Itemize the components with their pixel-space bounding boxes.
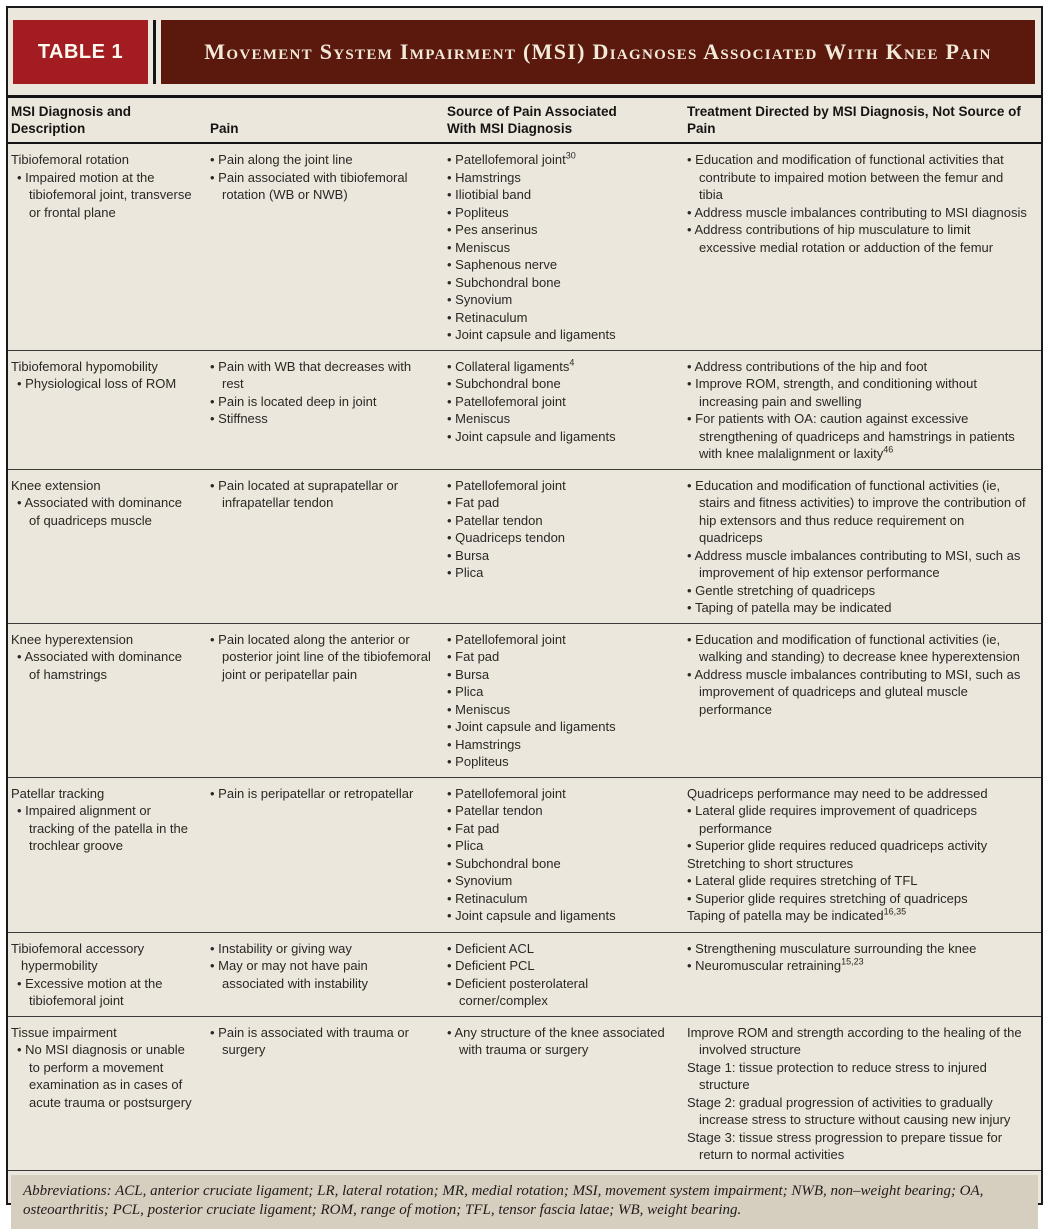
bullet-icon: • [687, 582, 696, 598]
bullet-icon: • [447, 292, 456, 307]
bullet-icon: • [17, 649, 25, 664]
diagnosis-title: Tissue impairment [11, 1024, 117, 1040]
reference-superscript: 4 [569, 357, 575, 368]
treatment-item: Stage 2: gradual progression of activities to gradually increase stress to structure without causing new injury [687, 1094, 1011, 1127]
bullet-icon: • [447, 820, 456, 836]
source-cell [447, 351, 687, 469]
source-bullet: • Quadriceps tendon [447, 530, 566, 545]
treatment-item: • Improve ROM, strength, and conditioning without increasing pain and swelling [687, 376, 977, 409]
bullet-icon: • [210, 785, 219, 801]
table-page [6, 6, 1043, 1218]
bullet-icon: • [210, 958, 219, 973]
bullet-icon: • [447, 152, 456, 167]
treatment-cell [687, 351, 1041, 469]
bullet-icon: • [447, 309, 456, 325]
treatment-cell [687, 470, 1041, 623]
bullet-icon: • [447, 958, 456, 973]
treatment-item: • Address contributions of the hip and foot [687, 358, 928, 374]
source-bullet: • Joint capsule and ligaments [447, 908, 616, 923]
bullet-icon: • [447, 547, 456, 563]
msi-diagnosis-cell [11, 778, 210, 932]
source-bullet: • Patellofemoral joint [447, 477, 566, 493]
pain-bullet: • Pain located at suprapatellar or infrapatellar tendon [210, 477, 399, 510]
source-bullet: • Joint capsule and ligaments [447, 327, 616, 342]
source-bullet: • Collateral ligaments$^4$ [447, 357, 575, 374]
bullet-icon: • [687, 411, 696, 426]
bullet-icon: • [447, 204, 456, 220]
source-bullet: • Bursa [447, 547, 490, 563]
source-bullet: • Patellar tendon [447, 803, 543, 818]
source-bullet: • Iliotibial band [447, 187, 532, 202]
source-bullet: • Joint capsule and ligaments [447, 719, 616, 734]
treatment-cell [687, 933, 1041, 1016]
column-header-treatment [687, 104, 1041, 137]
source-bullet: • Patellofemoral joint [447, 785, 566, 801]
source-bullet: • Subchondral bone [447, 376, 561, 391]
bullet-icon: • [687, 358, 695, 374]
msi-diagnosis-cell [11, 144, 210, 350]
bullet-icon: • [17, 975, 26, 991]
diagnosis-bullet: • Impaired alignment or tracking of the patella in the trochlear groove [17, 803, 188, 853]
bullet-icon: • [447, 222, 456, 237]
column-header-line: Pain [210, 120, 239, 136]
treatment-cell [687, 144, 1041, 350]
treatment-item: • Address muscle imbalances contributing to MSI diagnosis [687, 204, 1027, 220]
bullet-icon: • [447, 873, 456, 888]
source-cell [447, 144, 687, 350]
bullet-icon: • [210, 393, 219, 409]
bullet-icon: • [447, 838, 456, 853]
bullet-icon: • [447, 785, 456, 801]
treatment-cell [687, 1017, 1041, 1170]
pain-cell [210, 351, 447, 469]
reference-superscript: 46 [883, 444, 894, 455]
msi-diagnosis-cell [11, 933, 210, 1016]
source-bullet: • Meniscus [447, 701, 511, 717]
bullet-icon: • [210, 169, 219, 185]
pain-cell [210, 778, 447, 932]
bullet-icon: • [687, 958, 696, 973]
bullet-icon: • [17, 376, 26, 391]
pain-bullet: • Pain located along the anterior or posterior joint line of the tibiofemoral joint or peripatellar pain [210, 631, 431, 682]
treatment-item: • Superior glide requires reduced quadriceps activity [687, 838, 988, 853]
bullet-icon: • [687, 152, 696, 167]
bullet-icon: • [210, 411, 219, 426]
bullet-icon: • [447, 719, 456, 734]
bullet-icon: • [687, 547, 695, 563]
diagnosis-title: Tibiofemoral rotation [11, 152, 130, 167]
bullet-icon: • [687, 666, 695, 682]
source-bullet: • Popliteus [447, 754, 509, 769]
msi-diagnosis-cell [11, 470, 210, 623]
pain-bullet: • Instability or giving way [210, 940, 352, 956]
treatment-item: • Superior glide requires stretching of quadriceps [687, 890, 968, 906]
source-bullet: • Meniscus [447, 239, 511, 255]
bullet-icon: • [210, 477, 219, 493]
source-bullet: • Plica [447, 565, 484, 580]
bullet-icon: • [447, 701, 456, 717]
bullet-icon: • [447, 754, 456, 769]
source-bullet: • Meniscus [447, 411, 511, 426]
pain-cell [210, 933, 447, 1016]
table-row [8, 1017, 1041, 1171]
source-cell [447, 470, 687, 623]
column-header-line: MSI Diagnosis and [11, 104, 132, 119]
bullet-icon: • [17, 169, 26, 185]
column-header-line: Source of Pain Associated [447, 104, 617, 119]
bullet-icon: • [210, 152, 219, 167]
source-bullet: • Patellar tendon [447, 512, 543, 528]
source-bullet: • Patellofemoral joint [447, 631, 566, 647]
bullet-icon: • [687, 631, 696, 647]
diagnosis-bullet: • Physiological loss of ROM [17, 376, 177, 391]
source-bullet: • Any structure of the knee associated with trauma or surgery [447, 1024, 665, 1057]
bullet-icon: • [447, 530, 456, 545]
pain-bullet: • Pain associated with tibiofemoral rotation (WB or NWB) [210, 169, 408, 202]
diagnosis-bullet: • Associated with dominance of hamstrings [17, 649, 182, 682]
bullet-icon: • [447, 855, 456, 871]
source-bullet: • Deficient posterolateral corner/complex [447, 975, 589, 1008]
bullet-icon: • [687, 600, 695, 615]
treatment-item: Quadriceps performance may need to be addressed [687, 785, 988, 801]
source-bullet: • Popliteus [447, 204, 509, 220]
source-bullet: • Fat pad [447, 649, 500, 664]
pain-bullet: • Stiffness [210, 411, 268, 426]
source-bullet: • Subchondral bone [447, 274, 561, 290]
treatment-item: • Gentle stretching of quadriceps [687, 582, 876, 598]
source-bullet: • Deficient PCL [447, 958, 535, 973]
diagnosis-bullet: • No MSI diagnosis or unable to perform a movement examination as in cases of acute trauma or postsurgery [17, 1042, 192, 1110]
table-row [8, 351, 1041, 470]
bullet-icon: • [447, 649, 456, 664]
diagnosis-title: Tibiofemoral accessory hypermobility [11, 940, 145, 973]
source-bullet: • Joint capsule and ligaments [447, 428, 616, 444]
pain-bullet: • Pain with WB that decreases with rest [210, 358, 412, 391]
table-row [8, 470, 1041, 624]
treatment-item: • Address muscle imbalances contributing to MSI, such as improvement of quadriceps and gluteal muscle performance [687, 666, 1021, 717]
reference-superscript: 15,23 [841, 956, 864, 967]
bullet-icon: • [447, 975, 456, 991]
diagnosis-title: Knee extension [11, 477, 101, 493]
treatment-item: • Taping of patella may be indicated [687, 600, 892, 615]
treatment-item: Stretching to short structures [687, 855, 854, 871]
diagnosis-bullet: • Associated with dominance of quadriceps muscle [17, 495, 182, 528]
bullet-icon: • [447, 666, 456, 682]
bullet-icon: • [447, 565, 456, 580]
treatment-item: • Education and modification of functional activities that contribute to impaired motion between the femur and tibia [687, 152, 1004, 202]
table-title: Movement System Impairment (MSI) Diagnoses Associated With Knee Pain [204, 39, 992, 64]
bullet-icon: • [210, 358, 219, 374]
bullet-icon: • [687, 477, 696, 493]
pain-bullet: • May or may not have pain associated with instability [210, 958, 368, 991]
treatment-item: • Lateral glide requires stretching of TFL [687, 873, 918, 888]
bullet-icon: • [447, 684, 456, 699]
bullet-icon: • [447, 477, 456, 493]
treatment-item: Stage 1: tissue protection to reduce stress to injured structure [687, 1059, 987, 1092]
source-bullet: • Plica [447, 684, 484, 699]
source-bullet: • Synovium [447, 873, 513, 888]
source-bullet: • Fat pad [447, 495, 500, 510]
diagnosis-bullet: • Impaired motion at the tibiofemoral joint, transverse or frontal plane [17, 169, 192, 220]
source-bullet: • Plica [447, 838, 484, 853]
bullet-icon: • [17, 803, 26, 818]
treatment-item: Stage 3: tissue stress progression to prepare tissue for return to normal activities [687, 1129, 1003, 1162]
bullet-icon: • [447, 1024, 455, 1040]
bullet-icon: • [447, 890, 456, 906]
treatment-item: • Lateral glide requires improvement of quadriceps performance [687, 803, 977, 836]
source-bullet: • Fat pad [447, 820, 500, 836]
header-divider-line [153, 20, 156, 84]
pain-bullet: • Pain is located deep in joint [210, 393, 377, 409]
source-bullet: • Deficient ACL [447, 940, 534, 956]
bullet-icon: • [447, 187, 456, 202]
abbreviations-footnote: Abbreviations: ACL, anterior cruciate ligament; LR, lateral rotation; MR, medial rotation; MSI, movement system impairment; NWB, non–weight bearing; OA, osteoarthritis; PCL, posterior cruciate ligament; ROM, range of motion; TFL, tensor fascia latae; WB, weight bearing. [11, 1175, 1038, 1229]
bullet-icon: • [447, 376, 456, 391]
diagnosis-bullet: • Excessive motion at the tibiofemoral joint [17, 975, 163, 1008]
source-bullet: • Hamstrings [447, 736, 521, 752]
treatment-item: Taping of patella may be indicated$^{16,35}$ [687, 906, 907, 923]
pain-cell [210, 1017, 447, 1170]
table-row [8, 624, 1041, 778]
bullet-icon: • [447, 239, 456, 255]
source-bullet: • Patellofemoral joint [447, 393, 566, 409]
treatment-item: • Strengthening musculature surrounding the knee [687, 940, 977, 956]
source-bullet: • Synovium [447, 292, 513, 307]
bullet-icon: • [447, 512, 456, 528]
bullet-icon: • [447, 411, 456, 426]
table-header-band [13, 20, 1035, 84]
bullet-icon: • [447, 428, 456, 444]
treatment-cell [687, 778, 1041, 932]
source-cell [447, 778, 687, 932]
msi-diagnosis-cell [11, 351, 210, 469]
bullet-icon: • [447, 393, 456, 409]
treatment-item: • Education and modification of functional activities (ie, stairs and fitness activities) to improve the contribution of hip extensors and thus reduce requirement on quadriceps [687, 477, 1026, 545]
pain-cell [210, 470, 447, 623]
msi-diagnosis-cell [11, 1017, 210, 1170]
diagnosis-title: Knee hyperextension [11, 631, 134, 647]
treatment-item: • Education and modification of functional activities (ie, walking and standing) to decrease knee hyperextension [687, 631, 1020, 664]
bullet-icon: • [210, 631, 219, 647]
column-header-line: With MSI Diagnosis [447, 120, 573, 136]
source-bullet: • Pes anserinus [447, 222, 538, 237]
bullet-icon: • [687, 890, 696, 906]
bullet-icon: • [447, 908, 456, 923]
bullet-icon: • [447, 274, 456, 290]
diagnosis-title: Patellar tracking [11, 785, 105, 801]
diagnosis-title: Tibiofemoral hypomobility [11, 358, 158, 374]
bullet-icon: • [687, 838, 696, 853]
bullet-icon: • [17, 495, 25, 510]
source-bullet: • Patellofemoral joint$^{30}$ [447, 150, 576, 167]
column-header-line: Treatment Directed by MSI Diagnosis, Not Source of Pain [687, 104, 1021, 136]
bullet-icon: • [447, 803, 456, 818]
column-header-pain [210, 121, 447, 138]
pain-bullet: • Pain is associated with trauma or surgery [210, 1024, 409, 1057]
treatment-item: • Neuromuscular retraining$^{15,23}$ [687, 956, 864, 973]
treatment-item: • Address contributions of hip musculature to limit excessive medial rotation or adduction of the femur [687, 222, 994, 255]
title-banner [161, 20, 1035, 84]
bullet-icon: • [687, 222, 695, 237]
bullet-icon: • [210, 1024, 219, 1040]
table-row [8, 144, 1041, 351]
bullet-icon: • [447, 327, 456, 342]
source-cell [447, 933, 687, 1016]
bullet-icon: • [687, 376, 696, 391]
treatment-item: Improve ROM and strength according to the healing of the involved structure [687, 1024, 1022, 1057]
treatment-cell [687, 624, 1041, 777]
column-header-diagnosis [11, 104, 210, 137]
pain-bullet: • Pain along the joint line [210, 152, 353, 167]
bullet-icon: • [17, 1042, 26, 1057]
bullet-icon: • [447, 257, 456, 272]
bullet-icon: • [447, 631, 456, 647]
source-cell [447, 1017, 687, 1170]
source-bullet: • Retinaculum [447, 309, 528, 325]
bullet-icon: • [687, 940, 696, 956]
bullet-icon: • [447, 358, 456, 374]
bullet-icon: • [447, 940, 456, 956]
column-header-row [8, 98, 1041, 144]
bullet-icon: • [210, 940, 219, 956]
pain-bullet: • Pain is peripatellar or retropatellar [210, 785, 414, 801]
table-row [8, 778, 1041, 933]
treatment-item: • Address muscle imbalances contributing to MSI, such as improvement of hip extensor performance [687, 547, 1021, 580]
pain-cell [210, 144, 447, 350]
table-number-badge: TABLE 1 [13, 20, 148, 84]
bullet-icon: • [447, 169, 456, 185]
msi-diagnosis-cell [11, 624, 210, 777]
column-header-source [447, 104, 687, 137]
bullet-icon: • [687, 204, 695, 220]
table-row [8, 933, 1041, 1017]
source-bullet: • Retinaculum [447, 890, 528, 906]
treatment-item: • For patients with OA: caution against excessive strengthening of quadriceps and hamstrings in patients with knee malalignment or laxity$^{46}$ [687, 411, 1015, 461]
bullet-icon: • [447, 495, 456, 510]
bullet-icon: • [447, 736, 456, 752]
source-bullet: • Hamstrings [447, 169, 521, 185]
reference-superscript: 16,35 [883, 906, 907, 917]
reference-superscript: 30 [565, 150, 576, 161]
table-body [8, 144, 1041, 1171]
bullet-icon: • [687, 873, 696, 888]
source-cell [447, 624, 687, 777]
source-bullet: • Bursa [447, 666, 490, 682]
bullet-icon: • [687, 803, 696, 818]
column-header-line: Description [11, 120, 86, 136]
source-bullet: • Subchondral bone [447, 855, 561, 871]
pain-cell [210, 624, 447, 777]
source-bullet: • Saphenous nerve [447, 257, 558, 272]
